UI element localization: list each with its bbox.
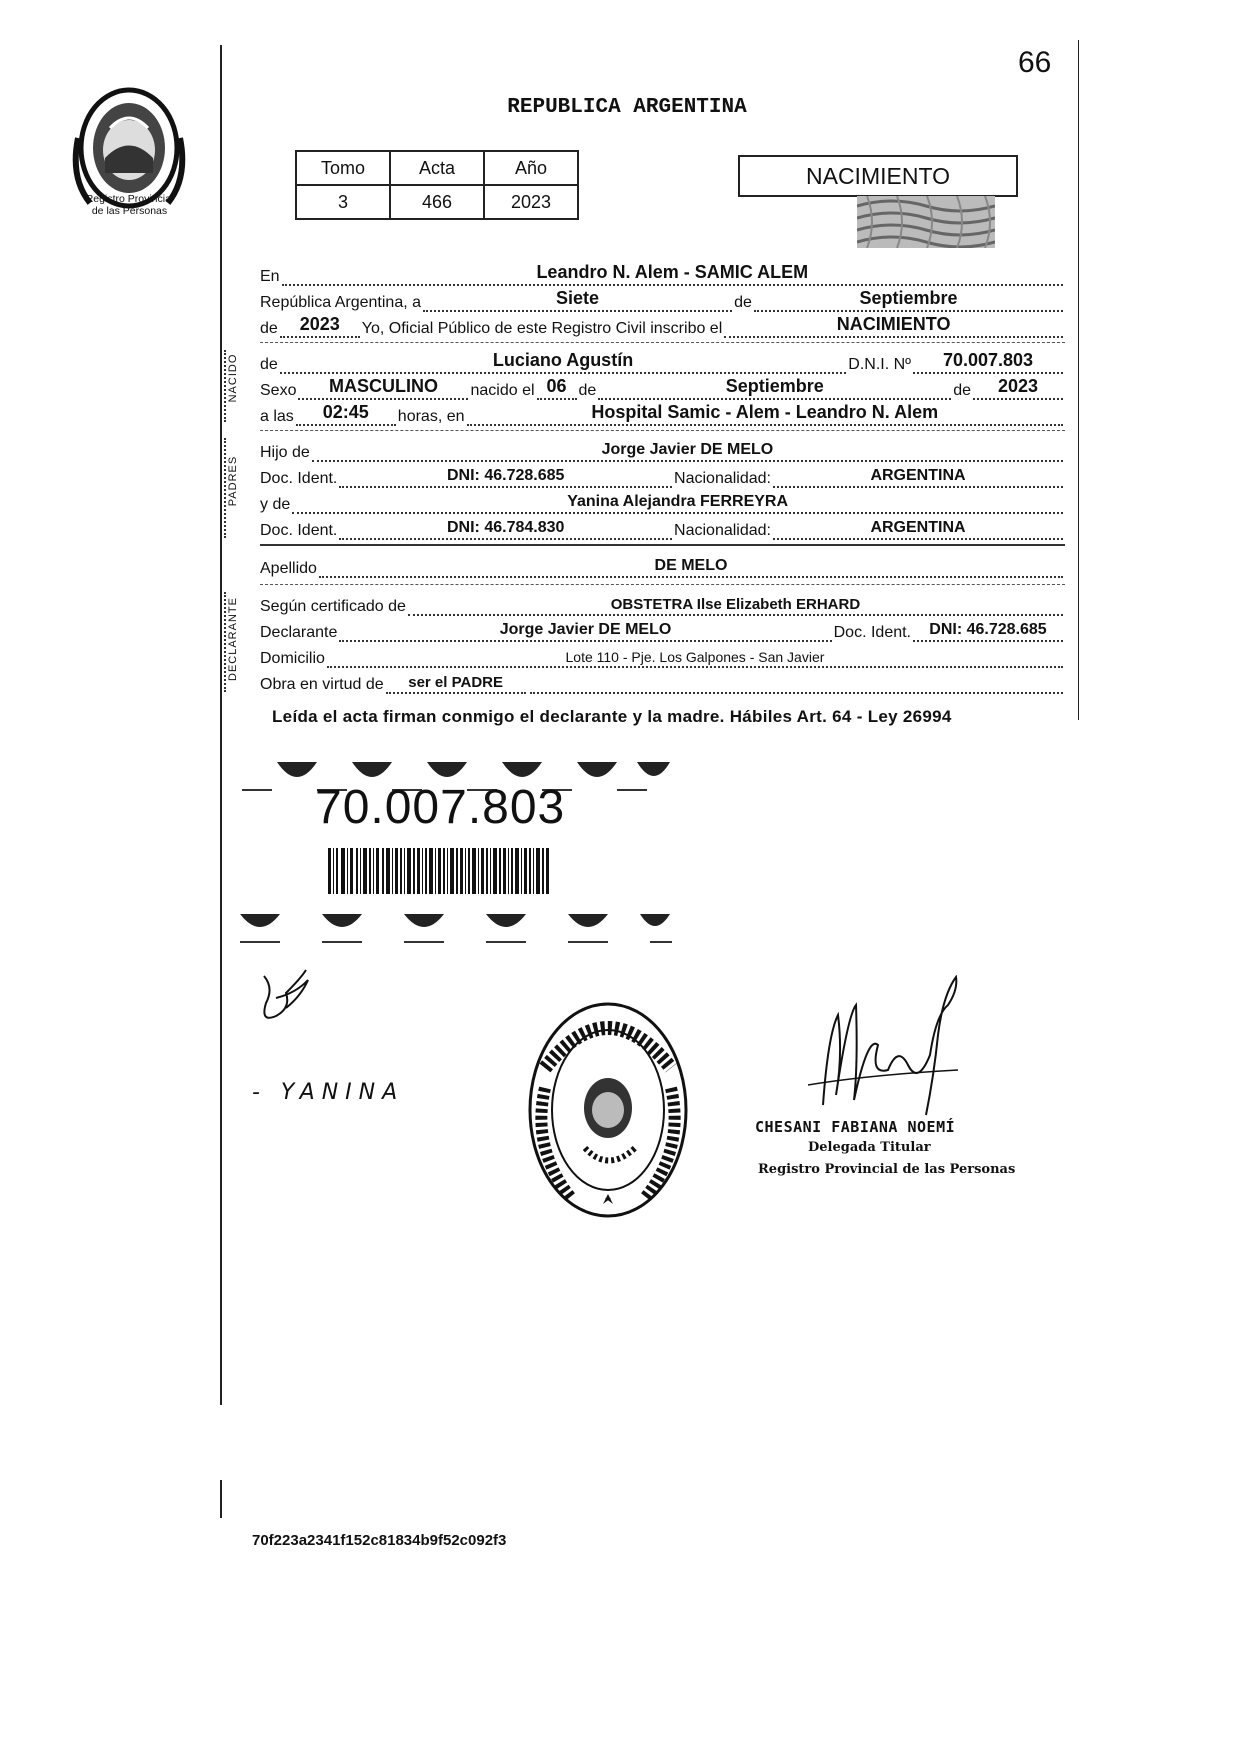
dom-value: Lote 110 - Pje. Los Galpones - San Javier (565, 649, 825, 665)
separator (260, 584, 1065, 585)
row-nombre (260, 350, 1065, 374)
logo-caption-line1: Registro Provincial (85, 193, 174, 205)
nac-label: Nacionalidad: (674, 522, 771, 539)
row-fecha (260, 288, 1065, 312)
decl-value: Jorge Javier DE MELO (499, 621, 672, 638)
madre-value: Yanina Alejandra FERREYRA (567, 493, 789, 510)
dni-label: D.N.I. Nº (848, 356, 911, 373)
dni-value: 70.007.803 (942, 350, 1034, 370)
dia-value: Siete (556, 288, 600, 308)
row-apellido (260, 554, 1065, 578)
decl-label: Declarante (260, 624, 338, 641)
nacido-label: nacido el (470, 382, 535, 399)
logo-caption-line2: de las Personas (91, 205, 168, 217)
sexo-label: Sexo (260, 382, 297, 399)
acta-value: 466 (390, 185, 484, 219)
row-hijo (260, 438, 1065, 462)
dom-label: Domicilio (260, 650, 325, 667)
side-label-declarante: DECLARANTE (227, 597, 239, 681)
de2-label: de (260, 320, 278, 337)
registry-stamp (525, 998, 691, 1222)
anio-value: 2023 (484, 185, 578, 219)
official-organization: Registro Provincial de las Personas (758, 1162, 1016, 1177)
obra-value: ser el PADRE (408, 674, 503, 691)
tomo-header: Tomo (296, 151, 390, 185)
padre-nac: ARGENTINA (870, 467, 966, 484)
obra-label: Obra en virtud de (260, 676, 384, 693)
separator (260, 342, 1065, 343)
padre-doc: DNI: 46.728.685 (447, 467, 565, 484)
declarant-signature (256, 968, 316, 1028)
row-hora (260, 402, 1065, 426)
sexo-value: MASCULINO (328, 376, 438, 396)
horas-label: horas, en (397, 408, 465, 425)
rep-label: República Argentina, a (260, 294, 421, 311)
tipo-value: NACIMIENTO (836, 314, 951, 334)
decl-doc-label: Doc. Ident. (833, 624, 911, 641)
official-signature (808, 975, 978, 1120)
official-role: Delegada Titular (808, 1140, 931, 1155)
side-label-padres: PADRES (227, 455, 239, 507)
padre-value: Jorge Javier DE MELO (601, 441, 774, 458)
nombre-label: de (260, 356, 278, 373)
en-label: En (260, 268, 280, 285)
registry-table (295, 150, 579, 220)
separator (260, 430, 1065, 431)
apellido-value: DE MELO (654, 557, 728, 574)
security-watermark (857, 196, 995, 248)
barcode (328, 848, 550, 894)
hijo-label: Hijo de (260, 444, 310, 461)
document-title: REPUBLICA ARGENTINA (507, 96, 747, 119)
lugar-value: Hospital Samic - Alem - Leandro N. Alem (591, 402, 939, 422)
madre-nac: ARGENTINA (870, 519, 966, 536)
page-number: 66 (1018, 46, 1052, 79)
decl-doc-value: DNI: 46.728.685 (929, 621, 1047, 638)
nac-label: Nacionalidad: (674, 470, 771, 487)
row-madre (260, 490, 1065, 514)
row-padre-doc (260, 464, 1065, 488)
row-declarante (260, 618, 1065, 642)
anio-header: Año (484, 151, 578, 185)
row-cert (260, 592, 1065, 616)
nac-mes: Septiembre (725, 376, 824, 396)
separator (260, 544, 1065, 546)
document-hash: 70f223a2341f152c81834b9f52c092f3 (252, 1532, 507, 1549)
mes-value: Septiembre (859, 288, 958, 308)
cert-label: Según certificado de (260, 598, 406, 615)
closing-text: Leída el acta firman conmigo el declarante y la madre. Hábiles Art. 64 - Ley 26994 (272, 707, 952, 726)
nac-de2-label: de (953, 382, 971, 399)
docid-label: Doc. Ident. (260, 522, 338, 539)
row-en (260, 262, 1065, 286)
apellido-label: Apellido (260, 560, 317, 577)
record-type-box: NACIMIENTO (738, 155, 1018, 197)
nac-dia: 06 (546, 376, 567, 396)
en-value: Leandro N. Alem - SAMIC ALEM (536, 262, 809, 282)
tomo-value: 3 (296, 185, 390, 219)
left-margin-line (220, 45, 222, 1405)
row-madre-doc (260, 516, 1065, 540)
hora-value: 02:45 (322, 402, 369, 422)
yo-label: Yo, Oficial Público de este Registro Civil inscribo el (361, 320, 723, 337)
alas-label: a las (260, 408, 294, 425)
madre-doc: DNI: 46.784.830 (447, 519, 565, 536)
official-name: CHESANI FABIANA NOEMÍ (755, 1118, 956, 1136)
row-sexo (260, 376, 1065, 400)
de-label: de (734, 294, 752, 311)
logo-caption (62, 193, 197, 217)
row-inscribo (260, 314, 1065, 338)
nombre-value: Luciano Agustín (492, 350, 634, 370)
side-label-nacido: NACIDO (227, 353, 239, 403)
yde-label: y de (260, 496, 291, 513)
anio-value: 2023 (299, 314, 340, 334)
nac-anio: 2023 (997, 376, 1039, 396)
cert-value: OBSTETRA Ilse Elizabeth ERHARD (610, 596, 861, 613)
mother-signature: - YANINA (252, 1080, 405, 1105)
nac-de-label: de (578, 382, 597, 399)
docid-label: Doc. Ident. (260, 470, 338, 487)
acta-header: Acta (390, 151, 484, 185)
row-domicilio (260, 644, 1065, 668)
row-obra (260, 670, 1065, 694)
right-margin-line (1078, 40, 1079, 720)
barcode-number: 70.007.803 (315, 781, 566, 834)
security-pattern-bottom (240, 908, 672, 946)
left-margin-line-lower (220, 1480, 222, 1518)
